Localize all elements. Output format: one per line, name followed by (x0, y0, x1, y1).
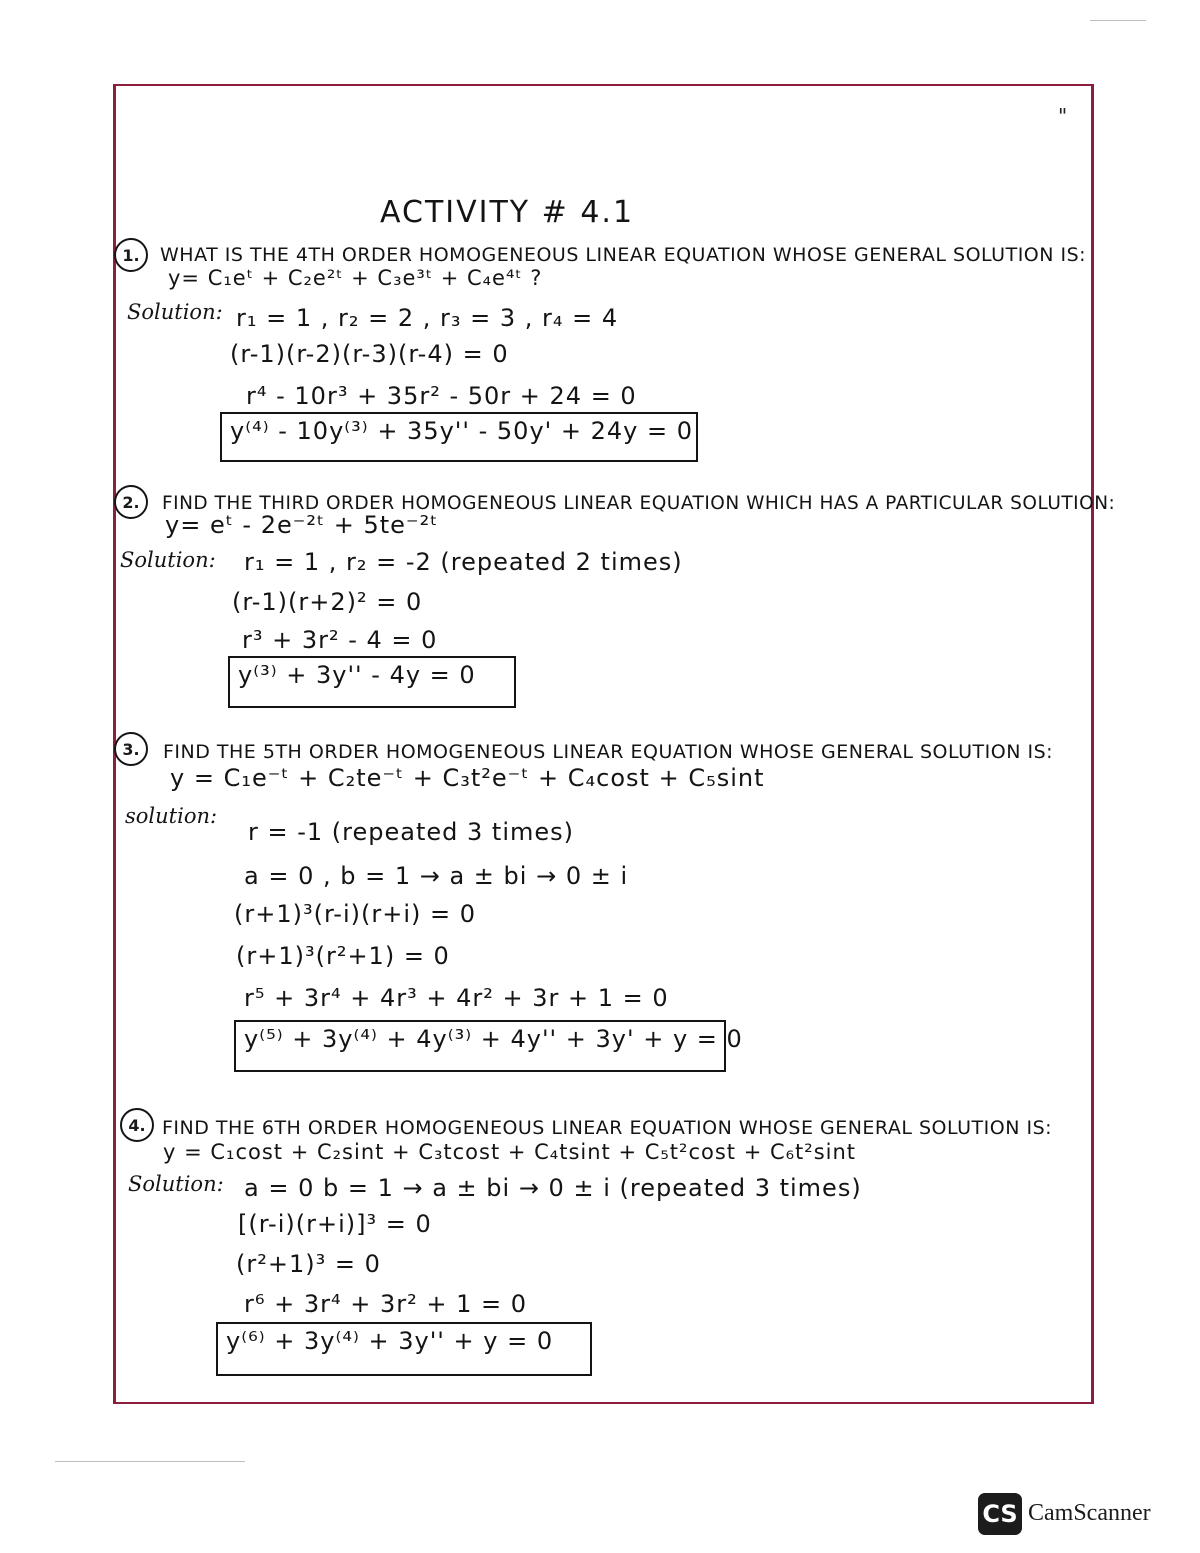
problem-2-characteristic: r³ + 3r² - 4 = 0 (242, 626, 438, 654)
problem-3-question: FIND THE 5TH ORDER HOMOGENEOUS LINEAR EQUATION WHOSE GENERAL SOLUTION IS: (163, 741, 1054, 763)
problem-4-complex-roots: a = 0 b = 1 → a ± bi → 0 ± i (repeated 3 times) (244, 1174, 862, 1202)
problem-4-question: FIND THE 6TH ORDER HOMOGENEOUS LINEAR EQUATION WHOSE GENERAL SOLUTION IS: (162, 1117, 1053, 1139)
problem-4-characteristic: r⁶ + 3r⁴ + 3r² + 1 = 0 (244, 1290, 528, 1318)
problem-1-number: 1. (114, 238, 148, 272)
problem-4-simplified: (r²+1)³ = 0 (236, 1250, 381, 1278)
problem-3-characteristic: r⁵ + 3r⁴ + 4r³ + 4r² + 3r + 1 = 0 (244, 984, 669, 1012)
problem-3-simplified: (r+1)³(r²+1) = 0 (236, 942, 450, 970)
problem-1-characteristic: r⁴ - 10r³ + 35r² - 50r + 24 = 0 (246, 382, 637, 410)
camscanner-watermark: CamScanner (1028, 1500, 1151, 1526)
problem-1-solution-label: Solution: (127, 300, 223, 324)
problem-1-question: WHAT IS THE 4TH ORDER HOMOGENEOUS LINEAR EQUATION WHOSE GENERAL SOLUTION IS: (160, 244, 1087, 266)
problem-2-number: 2. (114, 485, 148, 519)
problem-4-given: y = C₁cost + C₂sint + C₃tcost + C₄tsint + C₅t²cost + C₆t²sint (163, 1140, 857, 1164)
problem-2-factored: (r-1)(r+2)² = 0 (232, 588, 423, 616)
problem-4-factored: [(r-i)(r+i)]³ = 0 (238, 1210, 432, 1238)
problem-1-factored: (r-1)(r-2)(r-3)(r-4) = 0 (230, 340, 509, 368)
problem-1-answer: y⁽⁴⁾ - 10y⁽³⁾ + 35y'' - 50y' + 24y = 0 (230, 417, 693, 445)
problem-1-answer-box (220, 412, 698, 462)
problem-2-roots: r₁ = 1 , r₂ = -2 (repeated 2 times) (244, 548, 683, 576)
problem-4-answer: y⁽⁶⁾ + 3y⁽⁴⁾ + 3y'' + y = 0 (226, 1327, 554, 1355)
problem-3-factored: (r+1)³(r-i)(r+i) = 0 (234, 900, 476, 928)
problem-2-question: FIND THE THIRD ORDER HOMOGENEOUS LINEAR EQUATION WHICH HAS A PARTICULAR SOLUTION: (162, 493, 1116, 514)
scan-edge-line (1090, 20, 1146, 21)
problem-3-repeated-root: r = -1 (repeated 3 times) (248, 818, 574, 846)
problem-4-number: 4. (120, 1108, 154, 1142)
problem-1-roots: r₁ = 1 , r₂ = 2 , r₃ = 3 , r₄ = 4 (236, 304, 619, 332)
problem-4-solution-label: Solution: (128, 1172, 224, 1196)
problem-2-given: y= eᵗ - 2e⁻²ᵗ + 5te⁻²ᵗ (165, 511, 439, 539)
problem-2-answer-box (228, 656, 516, 708)
scan-edge-line (55, 1461, 245, 1462)
problem-3-answer-box (234, 1020, 743, 1072)
problem-2-solution-label: Solution: (120, 548, 216, 572)
problem-3-answer: y⁽⁵⁾ + 3y⁽⁴⁾ + 4y⁽³⁾ + 4y'' + 3y' + y = 0 (244, 1025, 743, 1053)
problem-3-number: 3. (114, 732, 148, 766)
camscanner-logo-icon: CS (978, 1493, 1022, 1535)
problem-1-given: y= C₁eᵗ + C₂e²ᵗ + C₃e³ᵗ + C₄e⁴ᵗ ? (168, 266, 543, 290)
problem-4-answer-box (216, 1322, 592, 1376)
problem-3-solution-label: solution: (125, 804, 218, 828)
problem-2-answer: y⁽³⁾ + 3y'' - 4y = 0 (238, 661, 476, 689)
problem-3-complex-roots: a = 0 , b = 1 → a ± bi → 0 ± i (244, 862, 629, 890)
problem-3-given: y = C₁e⁻ᵗ + C₂te⁻ᵗ + C₃t²e⁻ᵗ + C₄cost + C₅sint (170, 764, 765, 792)
corner-mark: " (1058, 104, 1068, 128)
page-title: ACTIVITY # 4.1 (380, 195, 635, 230)
